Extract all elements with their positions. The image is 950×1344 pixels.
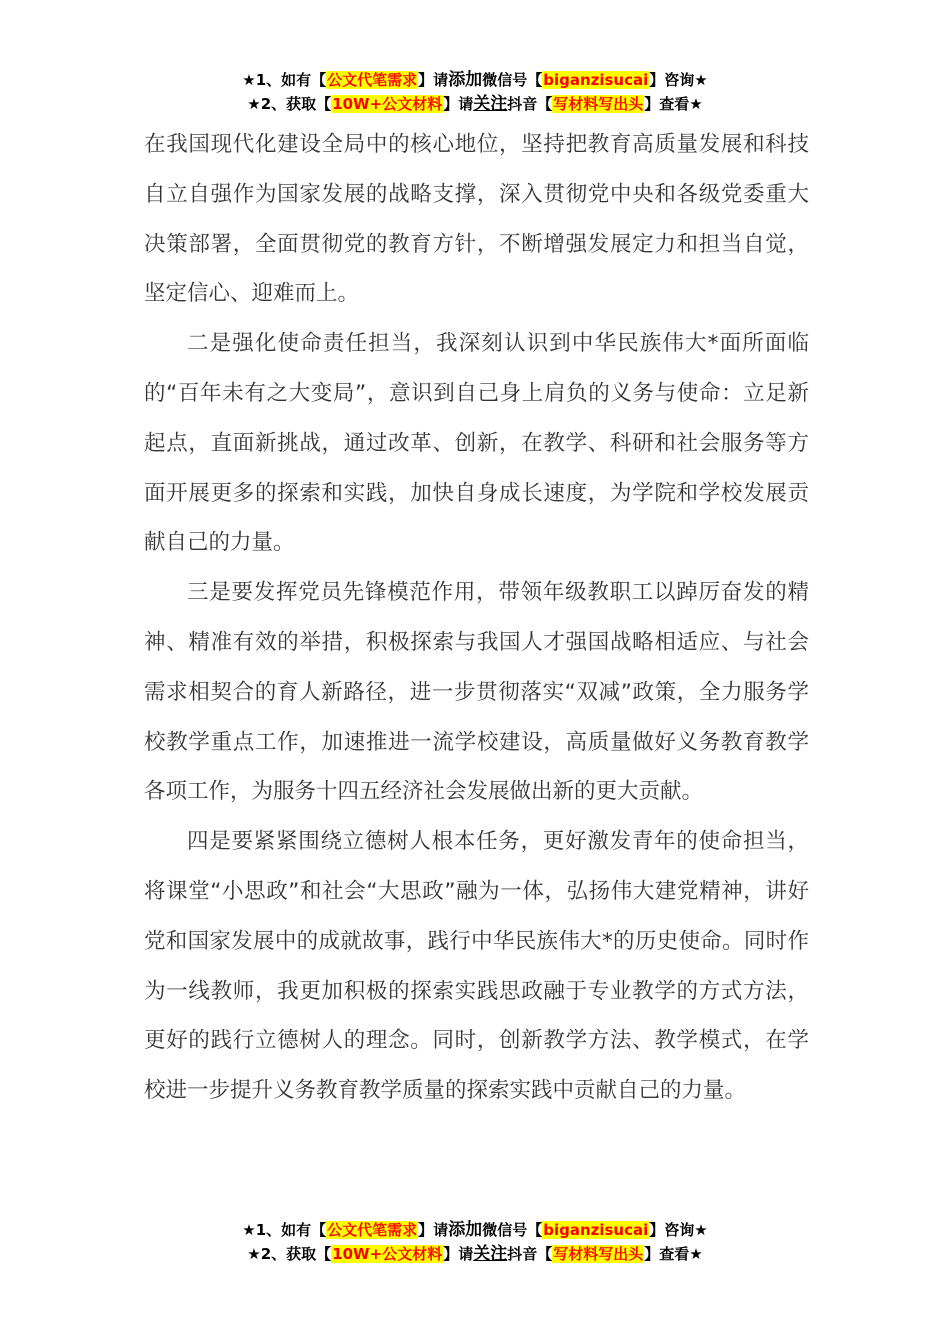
highlight-wechat-id: biganzisucai	[543, 71, 649, 89]
banner-text: 】咨询★	[649, 1221, 708, 1239]
banner-text: ★1、如有【	[242, 1221, 327, 1239]
banner-text: 抖音【	[507, 95, 553, 113]
paragraph-continuation: 在我国现代化建设全局中的核心地位，坚持把教育高质量发展和科技自立自强作为国家发展的战略支撑，深入贯彻党中央和各级党委重大决策部署，全面贯彻党的教育方针，不断增强发展定力和担当自觉，坚定信心、迎难而上。	[144, 132, 809, 307]
highlight-materials: 10W+公文材料	[332, 95, 443, 113]
footer-banner	[0, 1218, 950, 1266]
banner-line-2	[0, 1242, 950, 1266]
banner-text: 】请	[443, 95, 474, 113]
banner-line-2	[0, 92, 950, 116]
banner-text: 】查看★	[644, 95, 703, 113]
highlight-service: 公文代笔需求	[327, 71, 418, 89]
paragraph-point-2: 二是强化使命责任担当，我深刻认识到中华民族伟大*面所面临的“百年未有之大变局”，意识到自己身上肩负的义务与使命：立足新起点，直面新挑战，通过改革、创新，在教学、科研和社会服务等方面开展更多的探索和实践，加快自身成长速度，为学院和学校发展贡献自己的力量。	[144, 331, 809, 556]
banner-text: 】查看★	[644, 1245, 703, 1263]
document-body	[144, 120, 809, 1116]
banner-line-1	[0, 68, 950, 92]
banner-text: 微信号【	[482, 1221, 543, 1239]
banner-emphasis: 添加	[448, 70, 483, 90]
banner-emphasis: 添加	[448, 1220, 483, 1240]
banner-text: 抖音【	[507, 1245, 553, 1263]
banner-text: 微信号【	[482, 71, 543, 89]
banner-text: ★1、如有【	[242, 71, 327, 89]
highlight-douyin-account: 写材料写出头	[553, 1245, 644, 1263]
highlight-douyin-account: 写材料写出头	[553, 95, 644, 113]
banner-text: 】请	[443, 1245, 474, 1263]
banner-text: ★2、获取【	[247, 95, 332, 113]
banner-text: 】请	[418, 1221, 449, 1239]
banner-text: 】请	[418, 71, 449, 89]
header-banner	[0, 68, 950, 116]
banner-text: ★2、获取【	[247, 1245, 332, 1263]
banner-text: 】咨询★	[649, 71, 708, 89]
highlight-materials: 10W+公文材料	[332, 1245, 443, 1263]
paragraph-point-4: 四是要紧紧围绕立德树人根本任务，更好激发青年的使命担当，将课堂“小思政”和社会“大思政”融为一体，弘扬伟大建党精神，讲好党和国家发展中的成就故事，践行中华民族伟大*的历史使命。同时作为一线教师，我更加积极的探索实践思政融于专业教学的方式方法，更好的践行立德树人的理念。同时，创新教学方法、教学模式，在学校进一步提升义务教育教学质量的探索实践中贡献自己的力量。	[144, 829, 809, 1104]
highlight-service: 公文代笔需求	[327, 1221, 418, 1239]
paragraph-point-3: 三是要发挥党员先锋模范作用，带领年级教职工以踔厉奋发的精神、精准有效的举措，积极探索与我国人才强国战略相适应、与社会需求相契合的育人新路径，进一步贯彻落实“双减”政策，全力服务学校教学重点工作，加速推进一流学校建设，高质量做好义务教育教学各项工作，为服务十四五经济社会发展做出新的更大贡献。	[144, 580, 809, 805]
banner-emphasis: 关注	[473, 94, 508, 114]
banner-emphasis: 关注	[473, 1244, 508, 1264]
highlight-wechat-id: biganzisucai	[543, 1221, 649, 1239]
banner-line-1	[0, 1218, 950, 1242]
